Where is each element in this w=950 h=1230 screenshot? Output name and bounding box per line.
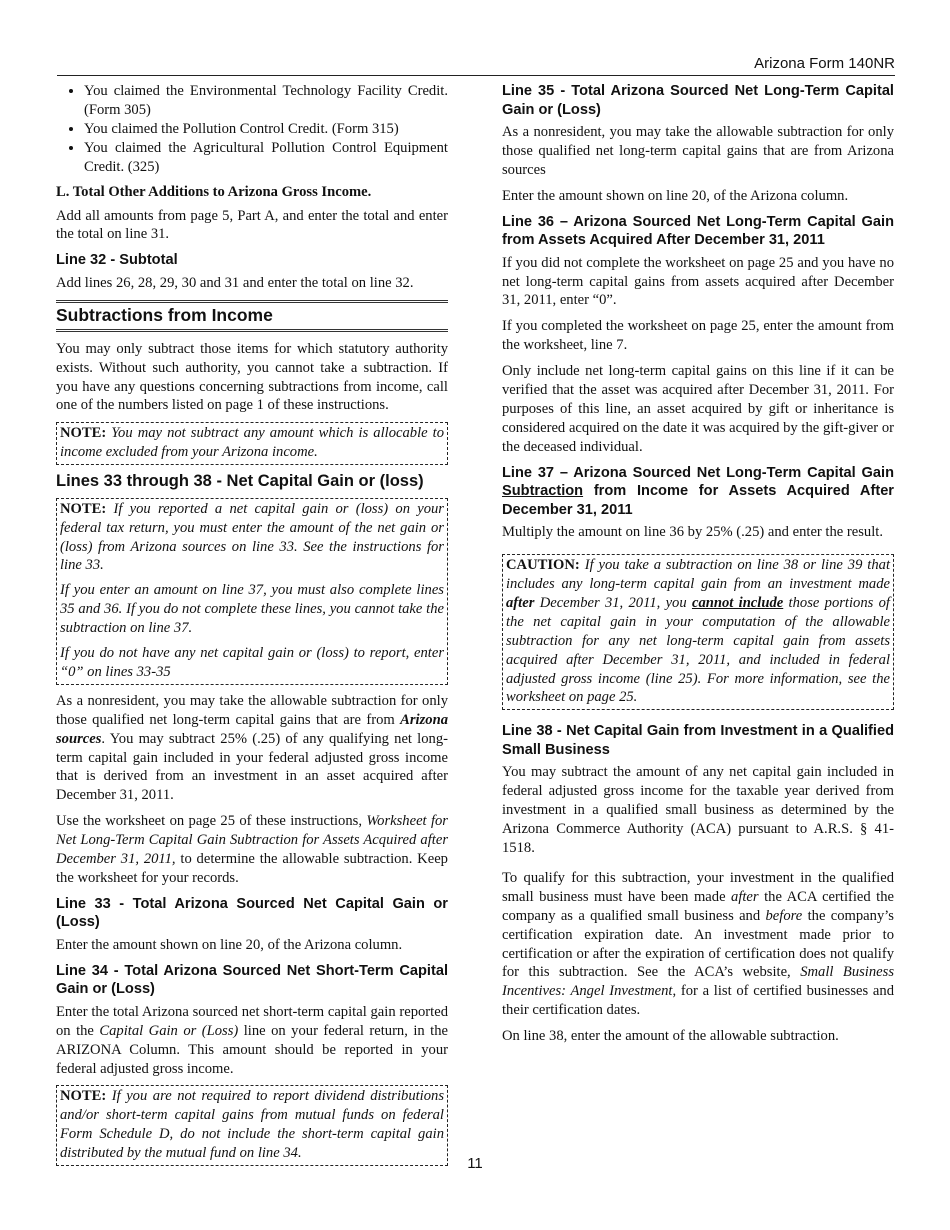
note-text: If you do not have any net capital gain or (loss) to report, enter “0” on lines 33-35 — [60, 645, 444, 680]
line37-text: Multiply the amount on line 36 by 25% (.25) and enter the result. — [502, 524, 883, 541]
note-text: If you enter an amount on line 37, you must also complete lines 35 and 36. If you do not complete these lines, you cannot take the subtraction on line 37. — [60, 582, 444, 637]
section-l-heading: L. Total Other Additions to Arizona Gross Income. — [56, 183, 372, 200]
line36-heading: Line 36 – Arizona Sourced Net Long-Term Capital Gain from Assets Acquired After December 31, 2011 — [502, 213, 894, 249]
line36-text: If you did not complete the worksheet on page 25 and you have no net long-term capital gains from assets acquired after December 31, 2011, enter “0”. — [502, 254, 894, 309]
nonresident-text: As a nonresident, you may take the allowable subtraction for only those qualified net long-term capital gains that are from Arizona sources. You may subtract 25% (.25) of any qualifying net long-term capital gain included in your federal adjusted gross income that is derived from an investment in an asset acquired after December 31, 2011. — [56, 692, 448, 804]
caution-box: CAUTION: If you take a subtraction on line 38 or line 39 that includes any long-term capital gain from an investment made after December 31, 2011, you cannot include those portions of the net capital gain in your computation of the allowable subtraction for any net long-term capital gain from assets acquired after December 31, 2011, and included in federal adjusted gross income (line 25). For more information, see the worksheet on page 25. — [502, 554, 894, 710]
line34-text: Enter the total Arizona sourced net short-term capital gain reported on the Capital Gain or (Loss) line on your federal return, in the ARIZONA Column. This amount should be reported in your federal adjusted gross income. — [56, 1003, 449, 1077]
note-box — [56, 498, 448, 685]
line38-text: You may subtract the amount of any net capital gain included in federal adjusted gross income for the taxable year derived from investment in a qualified small business as determined by the Arizona Commerce Authority (ACA) pursuant to A.R.S. § 41-1518. — [502, 764, 894, 856]
page-header — [57, 55, 895, 76]
note-label: NOTE: — [60, 1088, 107, 1105]
caution-label: CAUTION: — [506, 557, 580, 574]
page-number: 11 — [467, 1155, 483, 1172]
line38-text: On line 38, enter the amount of the allowable subtraction. — [502, 1028, 839, 1045]
section-l-text: Add all amounts from page 5, Part A, and enter the total and enter the total on line 31. — [56, 207, 448, 243]
left-column — [56, 82, 448, 1173]
note-text: If you are not required to report dividend distributions and/or short-term capital gains from mutual funds on federal Form Schedule D, do not include the short-term capital gain distributed by the mutual fund on line 34. — [60, 1088, 444, 1162]
line32-text: Add lines 26, 28, 29, 30 and 31 and enter the total on line 32. — [56, 274, 414, 291]
line33-text: Enter the amount shown on line 20, of the Arizona column. — [56, 936, 403, 953]
right-column — [502, 82, 894, 1053]
line32-heading: Line 32 - Subtotal — [56, 252, 178, 269]
line34-heading: Line 34 - Total Arizona Sourced Net Short-Term Capital Gain or (Loss) — [56, 962, 448, 998]
note-box — [56, 422, 448, 465]
form-title: Arizona Form 140NR — [754, 55, 895, 72]
line33-heading: Line 33 - Total Arizona Sourced Net Capital Gain or (Loss) — [56, 895, 448, 931]
line37-heading: Line 37 – Arizona Sourced Net Long-Term Capital Gain Subtraction from Income for Assets Acquired After December 31, 2011 — [502, 464, 894, 518]
list-item: • You claimed the Agricultural Pollution Control Equipment Credit. (325) — [84, 139, 448, 177]
note-text: If you reported a net capital gain or (loss) on your federal tax return, you must enter the amount of the net gain or (loss) from Arizona sources on line 33. See the instructions for line 33. — [60, 500, 444, 574]
note-label: NOTE: — [60, 500, 107, 517]
line38-text: To qualify for this subtraction, your investment in the qualified small business must have been made after the ACA certified the company as a qualified small business and before the company’s certification expiration date. An investment made prior to certification or after the expiration of certification does not qualify for this subtraction. See the ACA’s website, Small Business Incentives: Angel Investment, for a list of certified businesses and their certification dates. — [502, 869, 894, 1019]
list-item: • You claimed the Pollution Control Credit. (Form 315) — [84, 120, 448, 139]
line36-text: If you completed the worksheet on page 25, enter the amount from the worksheet, line 7. — [502, 318, 894, 354]
credit-list — [56, 82, 448, 177]
line36-text: Only include net long-term capital gains on this line if it can be verified that the asset was acquired after December 31, 2011. For purposes of this line, an asset acquired by gift or inheritance is considered acquired on the date it was acquired by the gift-giver or the deceased individual. — [502, 363, 894, 455]
subtractions-heading: Subtractions from Income — [56, 300, 448, 332]
list-item: • You claimed the Environmental Technology Facility Credit. (Form 305) — [84, 82, 448, 120]
line38-heading: Line 38 - Net Capital Gain from Investment in a Qualified Small Business — [502, 723, 894, 758]
note-text: You may not subtract any amount which is allocable to income excluded from your Arizona income. — [60, 425, 445, 461]
lines33-38-heading: Lines 33 through 38 - Net Capital Gain or (loss) — [56, 472, 424, 491]
line35-heading: Line 35 - Total Arizona Sourced Net Long-Term Capital Gain or (Loss) — [502, 83, 894, 118]
subtractions-text: You may only subtract those items for which statutory authority exists. Without such authority, you cannot take a subtraction. If you have any questions concerning subtractions from income, call one of the numbers listed on page 1 of these instructions. — [56, 340, 448, 414]
note-label: NOTE: — [60, 425, 107, 442]
line35-text: As a nonresident, you may take the allowable subtraction for only those qualified net long-term capital gains that are from Arizona sources — [502, 124, 894, 178]
line35-text: Enter the amount shown on line 20, of the Arizona column. — [502, 187, 849, 204]
note-box — [56, 1085, 448, 1166]
worksheet-text: Use the worksheet on page 25 of these instructions, Worksheet for Net Long-Term Capital Gain Subtraction for Assets Acquired after December 31, 2011, to determine the allowable subtraction. Keep the worksheet for your records. — [56, 813, 448, 886]
